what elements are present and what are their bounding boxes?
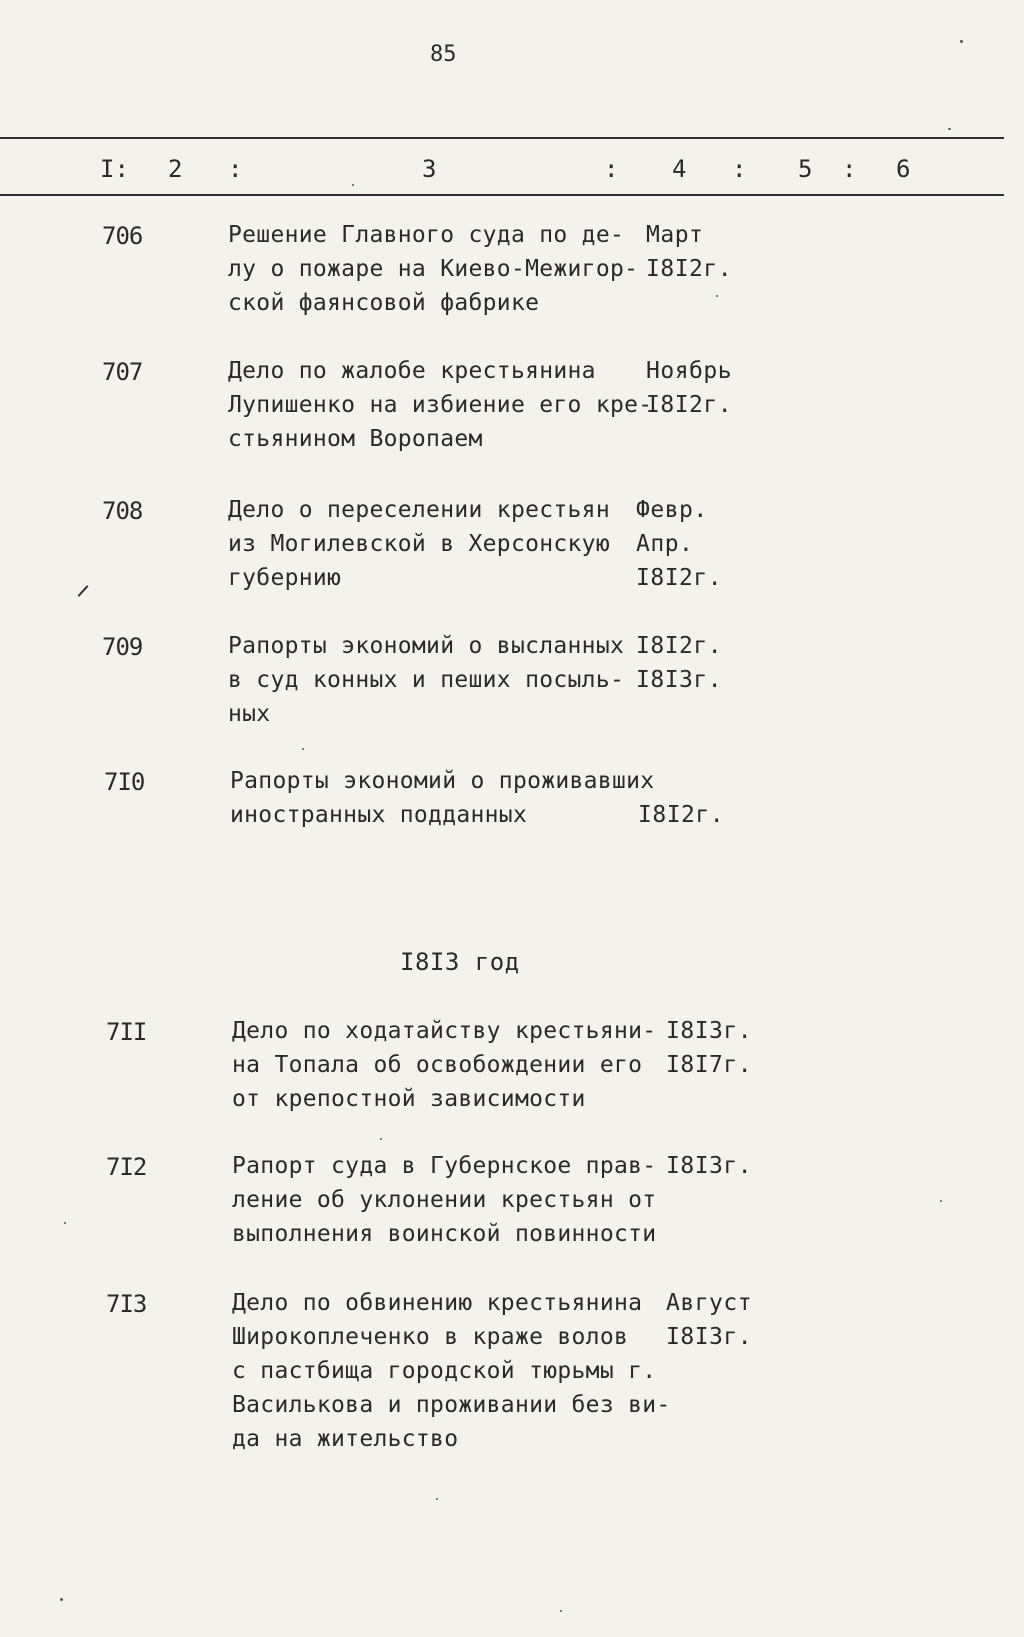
entry-date: Март I8I2г. bbox=[646, 222, 733, 282]
entry-date: I8I3г. bbox=[666, 1153, 753, 1179]
entry-number: 7I3 bbox=[106, 1290, 147, 1318]
scan-speck bbox=[64, 1222, 66, 1224]
entry-description: Рапорт суда в Губернское прав- ление об уклонении крестьян от выполнения воинской повинности bbox=[232, 1153, 657, 1247]
scan-speck bbox=[948, 128, 951, 130]
header-bottom-rule bbox=[0, 194, 1004, 196]
column-separator: : bbox=[228, 155, 243, 183]
entry-description: Дело о переселении крестьян из Могилевской в Херсонскую губернию bbox=[228, 497, 610, 591]
entry-number: 709 bbox=[102, 633, 143, 661]
column-header-1: I: bbox=[100, 155, 129, 183]
entry-description: Дело по жалобе крестьянина Лупишенко на избиение его кре- стьянином Воропаем bbox=[228, 358, 653, 452]
scan-speck bbox=[960, 40, 963, 43]
entry-date: I8I2г. bbox=[638, 802, 725, 828]
entry-description: Рапорты экономий о проживавших иностранных подданных bbox=[230, 768, 655, 828]
entry-number: 707 bbox=[102, 358, 143, 386]
entry-description: Решение Главного суда по де- лу о пожаре на Киево-Межигор- ской фаянсовой фабрике bbox=[228, 222, 639, 316]
scan-speck bbox=[560, 1610, 562, 1612]
column-header-3: 3 bbox=[422, 155, 437, 183]
page-number: 85 bbox=[430, 42, 457, 67]
column-header-5: 5 bbox=[798, 155, 813, 183]
scan-speck bbox=[380, 1138, 382, 1140]
entry-description: Рапорты экономий о высланных в суд конных и пеших посыль- ных bbox=[228, 633, 625, 727]
column-header-2: 2 bbox=[168, 155, 183, 183]
entry-number: 7I2 bbox=[106, 1153, 147, 1181]
entry-number: 7I0 bbox=[104, 768, 145, 796]
scan-speck bbox=[940, 1200, 942, 1202]
entry-description: Дело по обвинению крестьянина Широкоплеченко в краже волов с пастбища городской тюрьмы г. Василькова и проживании без ви- да на жительство bbox=[232, 1290, 671, 1452]
column-header-4: 4 bbox=[672, 155, 687, 183]
entry-description: Дело по ходатайству крестьяни- на Топала об освобождении его от крепостной зависимости bbox=[232, 1018, 657, 1112]
column-separator: : bbox=[732, 155, 747, 183]
column-separator: : bbox=[604, 155, 619, 183]
header-top-rule bbox=[0, 137, 1004, 139]
column-header-6: 6 bbox=[896, 155, 911, 183]
entry-date: I8I3г. I8I7г. bbox=[666, 1018, 753, 1078]
entry-date: Август I8I3г. bbox=[666, 1290, 753, 1350]
scan-speck bbox=[352, 184, 354, 186]
scan-speck bbox=[60, 1598, 63, 1601]
entry-number: 708 bbox=[102, 497, 143, 525]
column-separator: : bbox=[842, 155, 857, 183]
entry-date: I8I2г. I8I3г. bbox=[636, 633, 723, 693]
scan-speck bbox=[302, 748, 304, 750]
entry-number: 706 bbox=[102, 222, 143, 250]
entry-number: 7II bbox=[106, 1018, 147, 1046]
entry-date: Ноябрь I8I2г. bbox=[646, 358, 733, 418]
scan-speck bbox=[716, 295, 718, 297]
section-heading-1813: I8I3 год bbox=[400, 948, 520, 976]
scan-speck bbox=[436, 1498, 438, 1500]
pen-mark bbox=[78, 585, 89, 597]
entry-date: Февр. Апр. I8I2г. bbox=[636, 497, 723, 591]
